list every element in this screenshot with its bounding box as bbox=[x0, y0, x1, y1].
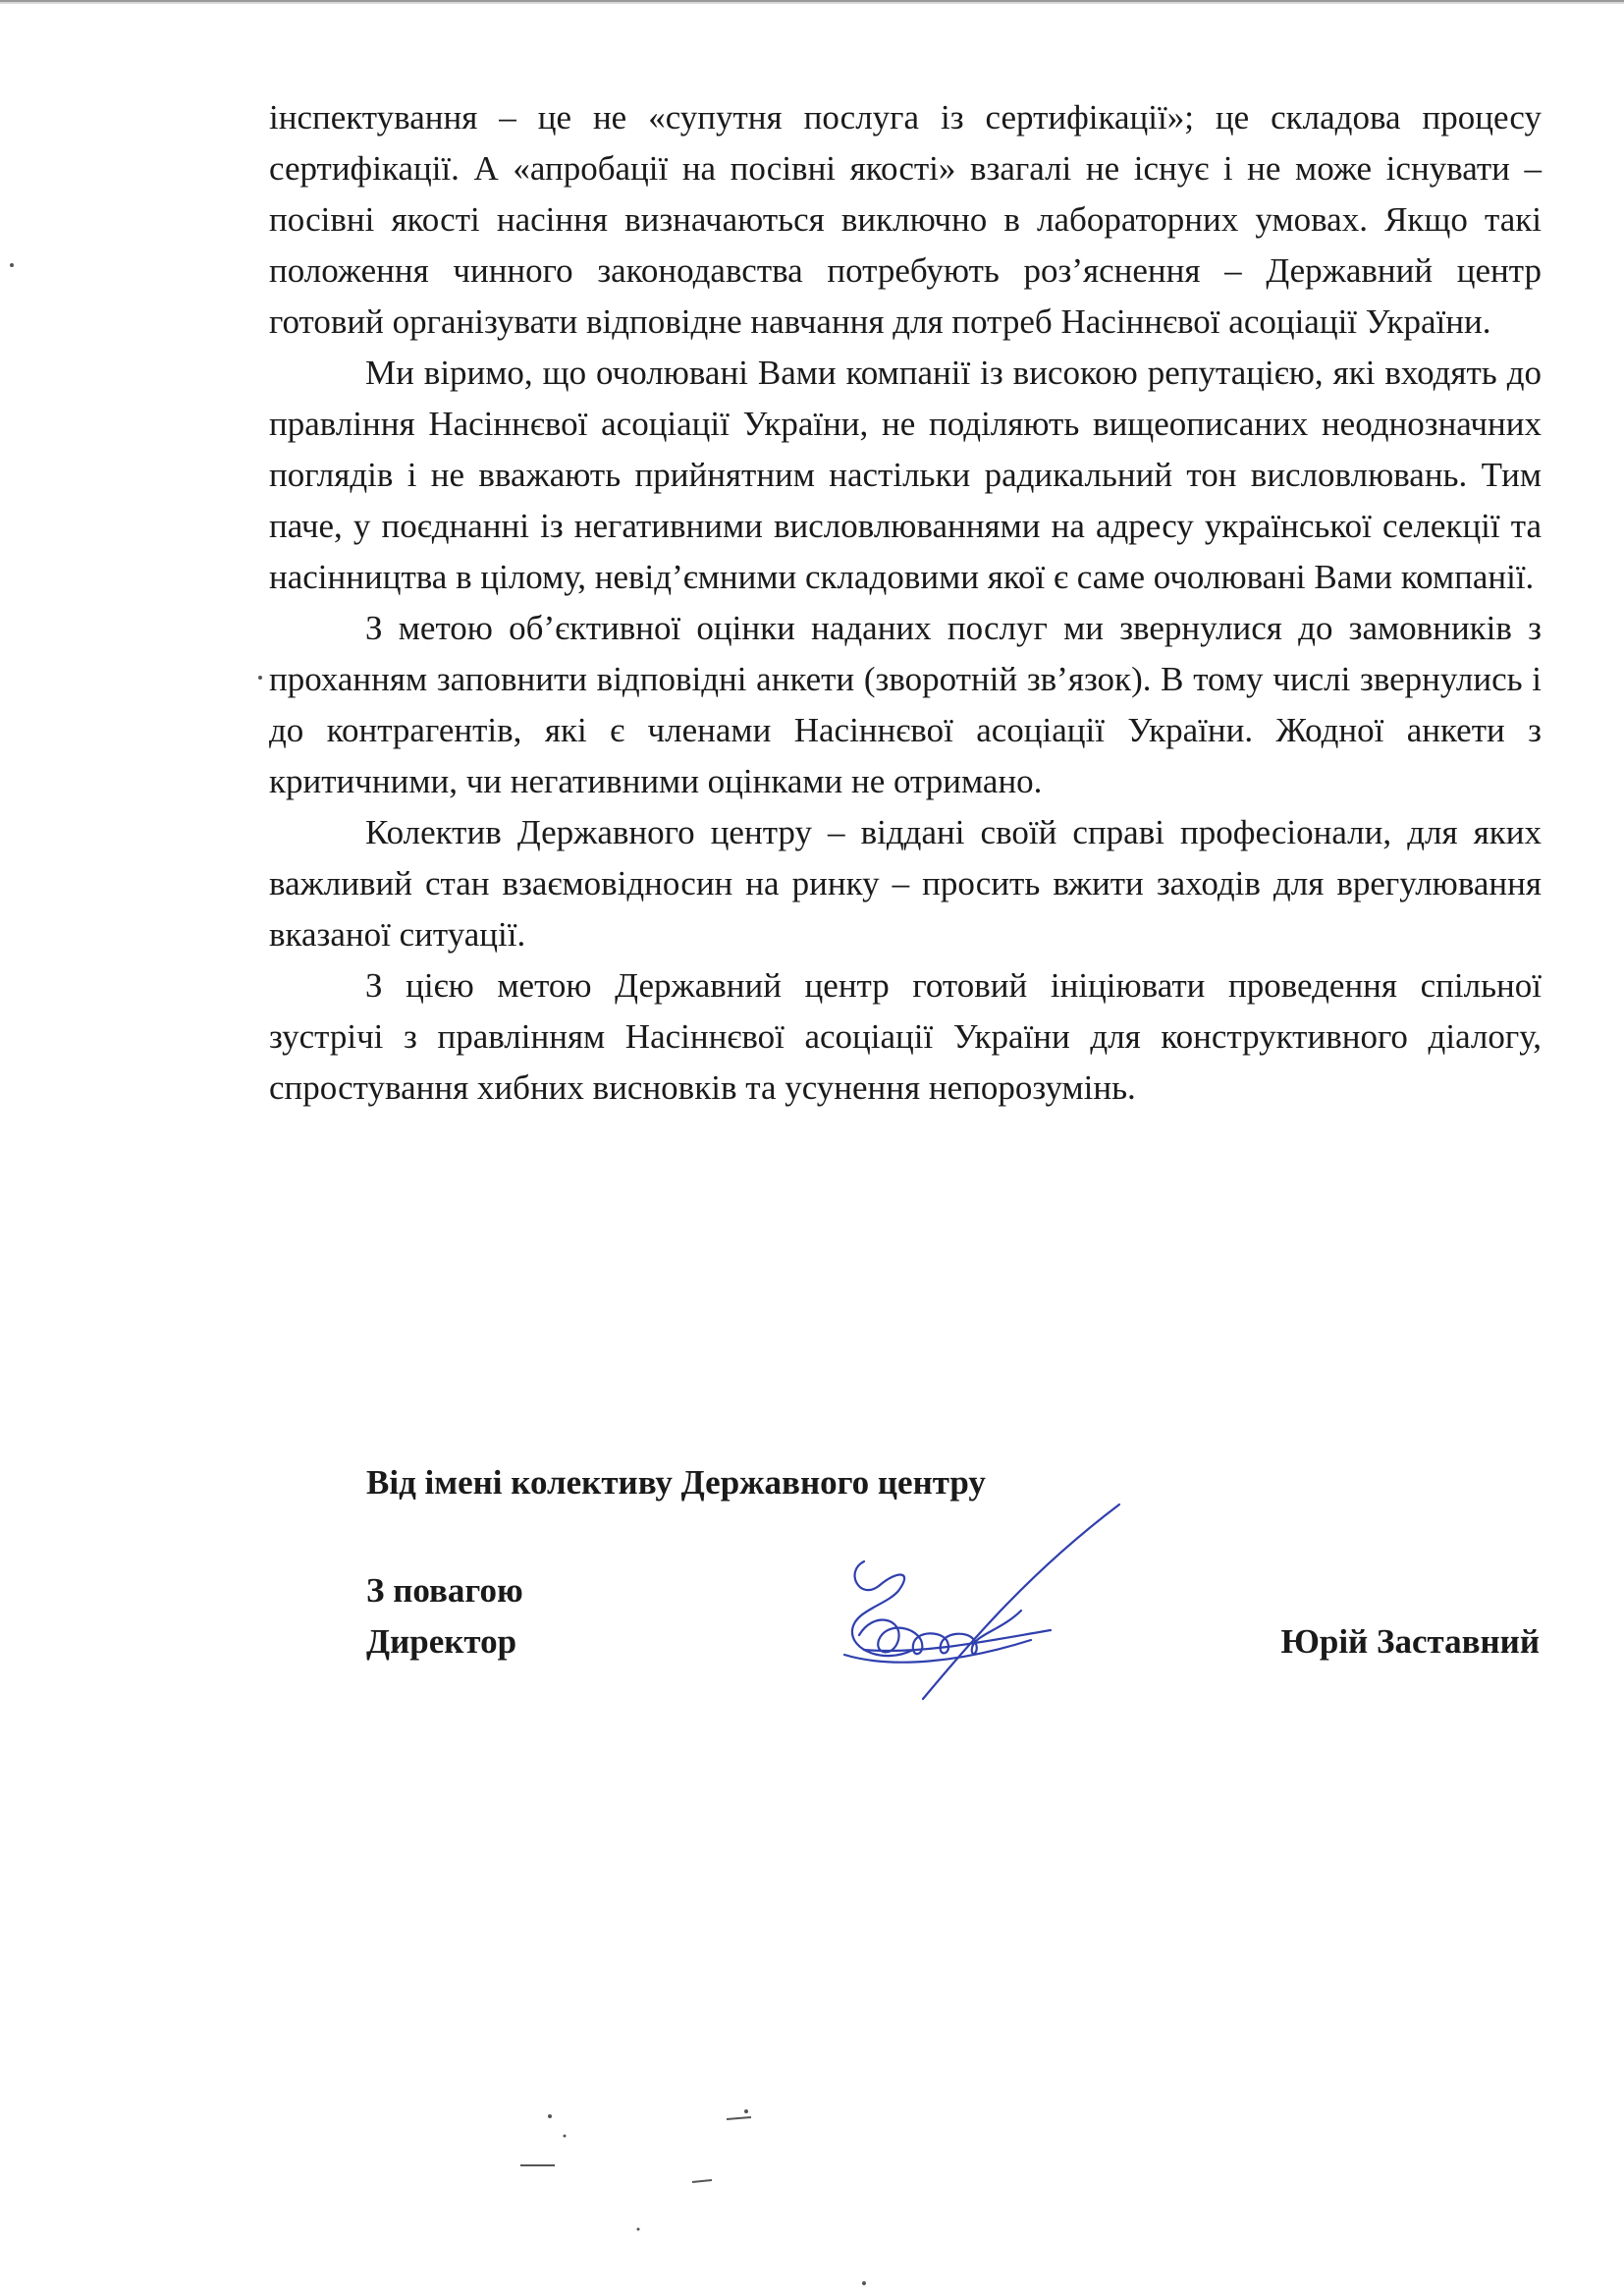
paragraph-feedback: З метою об’єктивної оцінки наданих послуг ми звернулися до замовників з проханням заповнити відповідні анкети (зворотній зв’язок). В тому числі звернулись і до контрагентів, які є членами Насіннєвої асоціації України. Жодної анкети з критичними, чи негативними оцінками не отримано. bbox=[269, 609, 1542, 800]
paragraph-collective: Колектив Державного центру – віддані своїй справі професіонали, для яких важливий стан взаємовідносин на ринку – просить вжити заходів для врегулювання вказаної ситуації. bbox=[269, 813, 1542, 954]
closing-line: Від імені колективу Державного центру bbox=[366, 1463, 986, 1502]
signer-position: Директор bbox=[366, 1622, 517, 1661]
scan-edge-line bbox=[0, 0, 1624, 2]
signer-name: Юрій Заставний bbox=[1280, 1622, 1540, 1661]
paragraph-continuation: інспектування – це не «супутня послуга із сертифікації»; це складова процесу сертифікації. А «апробації на посівні якості» взагалі не існує і не може існувати – посівні якості насіння визначаються виключно в лабораторних умовах. Якщо такі положення чинного законодавства потребують роз’яснення – Державний центр готовий організувати відповідне навчання для потреб Насіннєвої асоціації України. bbox=[269, 98, 1542, 341]
letter-body bbox=[269, 92, 1542, 1114]
regards-text: З повагою bbox=[366, 1571, 523, 1610]
paragraph-meeting-proposal: З цією метою Державний центр готовий ініціювати проведення спільної зустрічі з правлінням Насіннєвої асоціації України для конструктивного діалогу, спростування хибних висновків та усунення непорозумінь. bbox=[269, 966, 1542, 1107]
regards-block bbox=[366, 1565, 523, 1667]
handwritten-signature bbox=[805, 1493, 1129, 1719]
paragraph-reputation: Ми віримо, що очолювані Вами компанії із високою репутацією, які входять до правління Насіннєвої асоціації України, не поділяють вищеописаних неоднозначних поглядів і не вважають прийнятним настільки радикальний тон висловлювань. Тим паче, у поєднанні із негативними висловлюваннями на адресу української селекції та насінництва в цілому, невід’ємними складовими якої є саме очолювані Вами компанії. bbox=[269, 354, 1542, 596]
